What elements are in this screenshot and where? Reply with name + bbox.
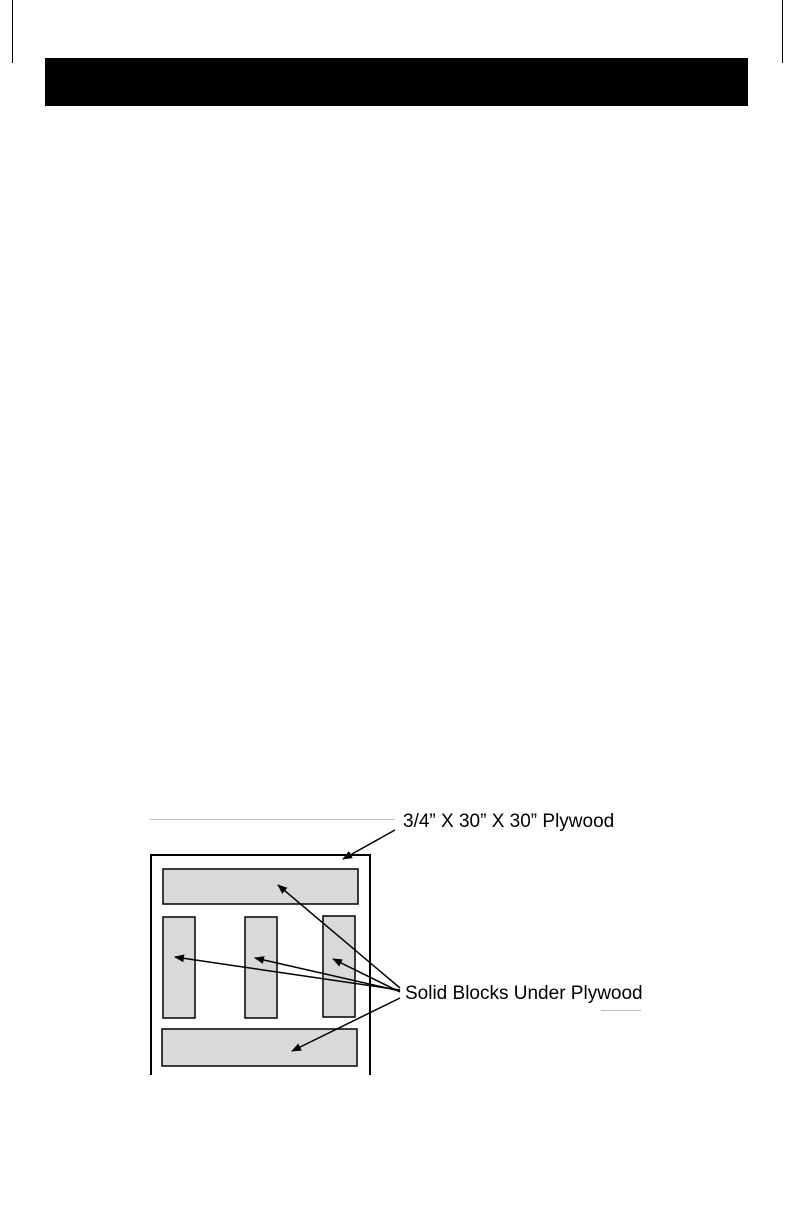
block-top — [163, 869, 358, 904]
plywood-label: 3/4” X 30” X 30” Plywood — [403, 811, 615, 832]
block-right — [323, 916, 355, 1017]
block-bottom — [162, 1029, 357, 1066]
block-left — [163, 917, 195, 1018]
arrow-block-left — [175, 957, 400, 990]
solid-blocks-label: Solid Blocks Under Plywood — [405, 983, 643, 1004]
